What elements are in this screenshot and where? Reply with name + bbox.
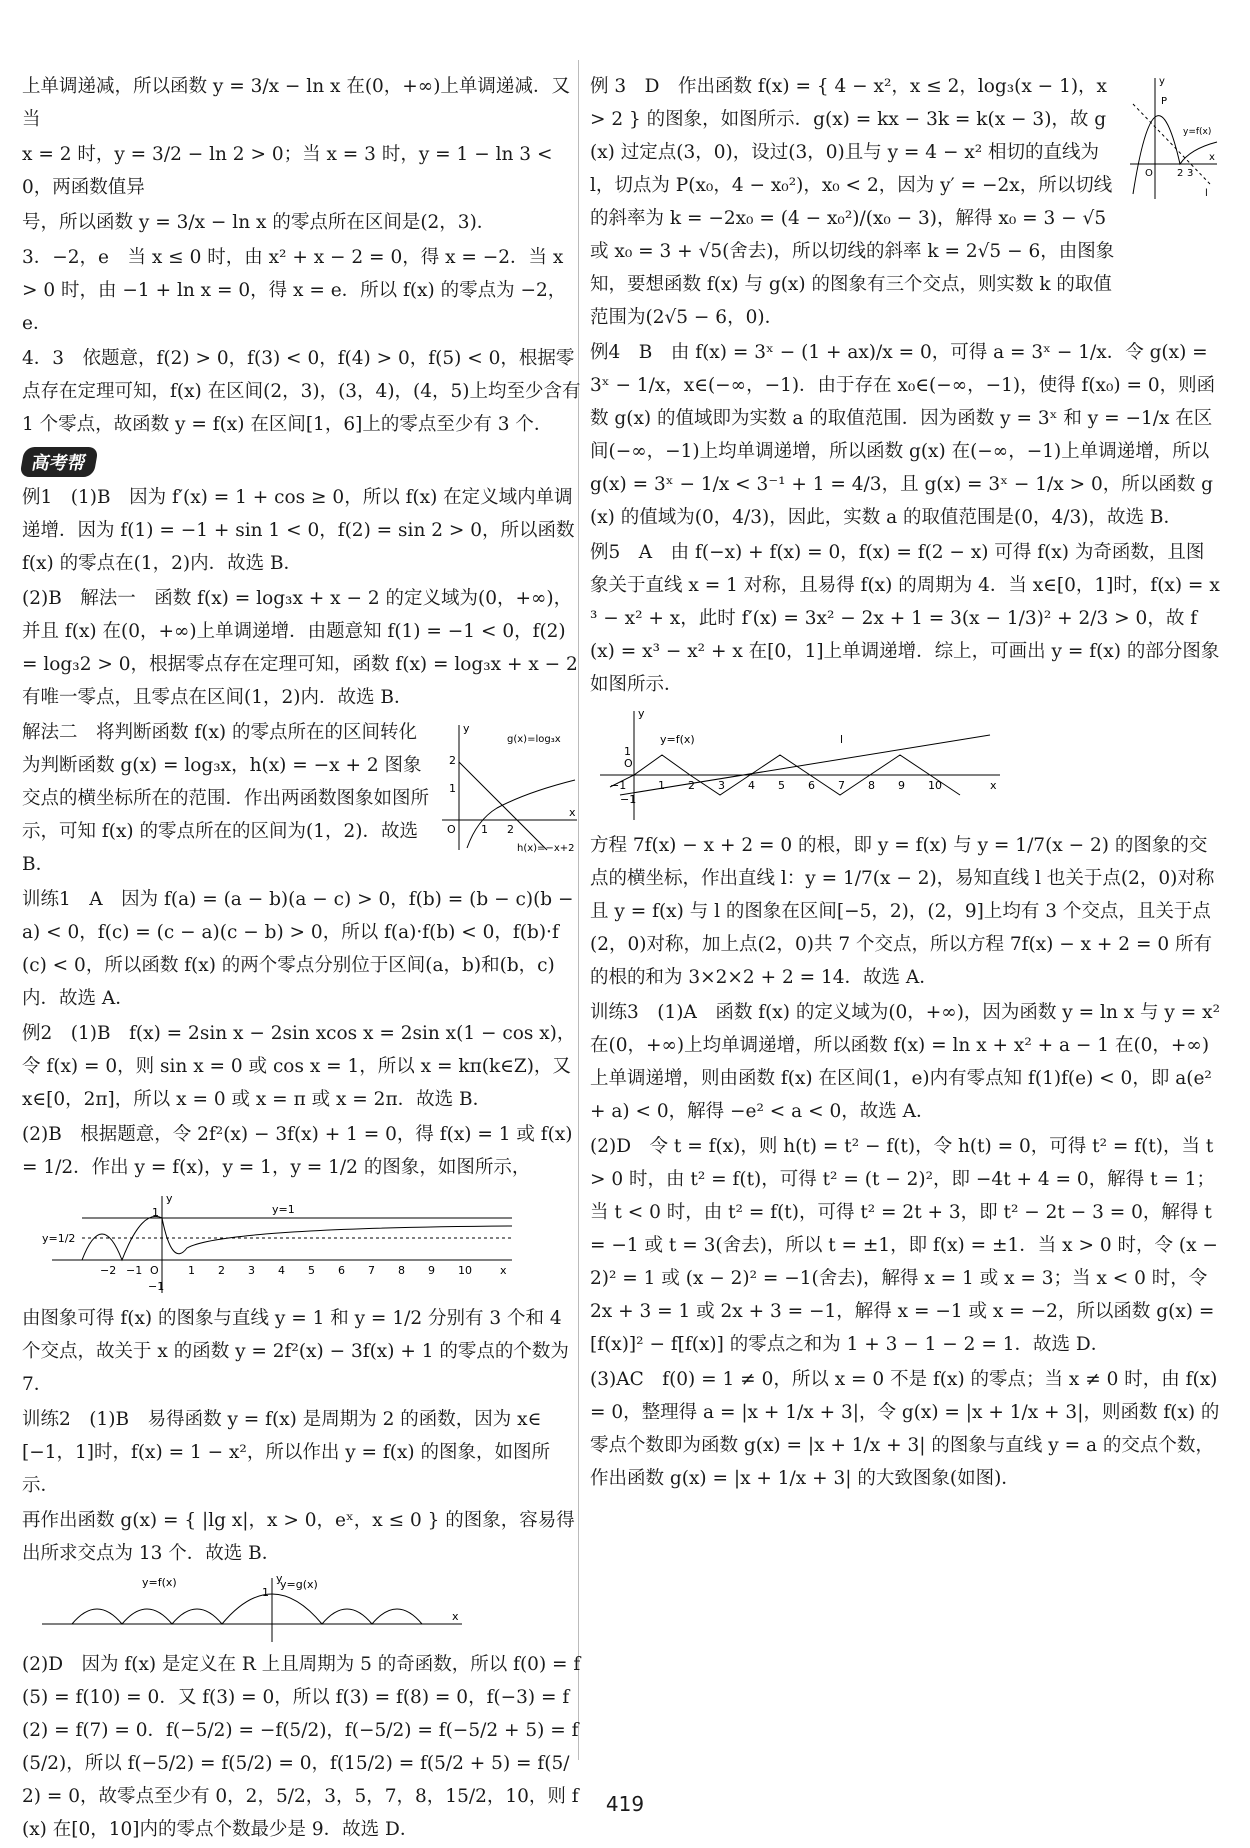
tick-label: −1: [610, 779, 627, 792]
tick-label: 1: [262, 1586, 269, 1599]
paragraph: x = 2 时，y = 3/2 − ln 2 > 0；当 x = 3 时，y = 1 − ln 3 < 0，两函数值异: [22, 144, 553, 198]
tick-label: −2: [100, 1264, 117, 1277]
training-2-part-2: 再作出函数 g(x) = { |lg x|，x > 0，eˣ，x ≤ 0 } 的图象，容易得出所求交点为 13 个．故选 B．: [22, 1510, 575, 1564]
tick-label: 8: [398, 1264, 405, 1277]
tick-label: 2: [449, 754, 456, 767]
l-label: l: [840, 733, 844, 746]
g-label: y=g(x): [280, 1578, 318, 1591]
h-label: h(x)=−x+2: [517, 843, 575, 854]
origin-label: O: [1145, 168, 1153, 179]
line-label: y=1: [272, 1203, 295, 1216]
tick-label: 1: [658, 779, 665, 792]
y-axis-label: y: [166, 1192, 173, 1205]
tick-label: 1: [188, 1264, 195, 1277]
tick-label: 4: [278, 1264, 285, 1277]
tick-label: 2: [1177, 168, 1184, 179]
y-axis-label: y: [276, 1574, 283, 1585]
x-axis-label: x: [452, 1610, 459, 1623]
answer-3: 3．−2，e 当 x ≤ 0 时，由 x² + x − 2 = 0，得 x = −2．当 x > 0 时，由 −1 + ln x = 0，得 x = e．所以 f(x) 的零点为 −2，e．: [22, 247, 567, 334]
example-1-part-2: (2)B 解法一 函数 f(x) = log₃x + x − 2 的定义域为(0，+∞)，并且 f(x) 在(0，+∞)上单调递增．由题意知 f(1) = −1 < 0，f(2) = log₃2 > 0，根据零点存在定理可知，函数 f(x) = log₃x + x − 2 有唯一零点，且零点在区间(1，2)内．故选 B．: [22, 588, 578, 708]
origin-label: O: [624, 757, 633, 770]
tick-label: 10: [458, 1264, 472, 1277]
tick-label: 5: [308, 1264, 315, 1277]
example-2-part-2: (2)B 根据题意，令 2f²(x) − 3f(x) + 1 = 0，得 f(x) = 1 或 f(x) = 1/2．作出 y = f(x)，y = 1，y = 1/2 的图象，如图所示，: [22, 1124, 573, 1178]
example-5-part-1: 例5 A 由 f(−x) + f(x) = 0，f(x) = f(2 − x) 可得 f(x) 为奇函数，且图象关于直线 x = 1 对称，且易得 f(x) 的周期为 4．当 x∈[0，1]时，f(x) = x³ − x² + x，此时 f′(x) = 3x² − 2x + 1 = 3(x − 1/3)² + 2/3 > 0，故 f(x) = x³ − x² + x 在[0，1]上单调递增．综上，可画出 y = f(x) 的部分图象如图所示．: [590, 542, 1220, 695]
tick-label: 3: [718, 779, 725, 792]
training-1: 训练1 A 因为 f(a) = (a − b)(a − c) > 0，f(b) = (b − c)(b − a) < 0，f(c) = (c − a)(c − b) > 0，所以 f(a)·f(b) < 0，f(b)·f(c) < 0，所以函数 f(x) 的两个零点分别位于区间(a，b)和(b，c)内．故选 A．: [22, 889, 574, 1009]
tick-label: 1: [152, 1206, 159, 1219]
example-1-method-2: 解法二 将判断函数 f(x) 的零点所在的区间转化为判断函数 g(x) = log₃x，h(x) = −x + 2 图象交点的横坐标所在的范围．作出两函数图象如图所示，可知 f(x) 的零点所在的区间为(1，2)．故选 B．: [22, 722, 430, 875]
tick-label: 10: [928, 779, 942, 792]
training-2-part-3: (2)D 因为 f(x) 是定义在 R 上且周期为 5 的奇函数，所以 f(0) = f(5) = f(10) = 0．又 f(3) = 0，所以 f(3) = f(8) = 0，f(−3) = f(2) = f(7) = 0．f(−5/2) = −f(5/2)，f(−5/2) = f(−5/2 + 5) = f(5/2)，所以 f(−5/2) = f(5/2) = 0，f(15/2) = f(5/2 + 5) = f(5/2) = 0，故零点至少有 0，2，5/2，3，5，7，8，15/2，10，则 f(x) 在[0，10]内的零点个数最少是 9．故选 D．: [22, 1654, 581, 1840]
x-axis-label: x: [990, 779, 997, 792]
tick-label: 7: [838, 779, 845, 792]
left-column: [22, 70, 582, 1848]
l-label: l: [1205, 188, 1208, 199]
tick-label: 2: [688, 779, 695, 792]
training-3-part-1: 训练3 (1)A 函数 f(x) 的定义域为(0，+∞)，因为函数 y = ln x 与 y = x² 在(0，+∞)上均单调递增，所以函数 f(x) = ln x + x² + a − 1 在(0，+∞)上单调递增，则由函数 f(x) 在区间(1，e)内有零点知 f(1)f(e) < 0，即 a(e² + a) < 0，解得 −e² < a < 0，故选 A．: [590, 1002, 1220, 1122]
tick-label: 1: [481, 823, 488, 836]
tick-label: 1: [624, 745, 631, 758]
tick-label: 7: [368, 1264, 375, 1277]
g-label: g(x)=log₃x: [507, 734, 561, 745]
tick-label: 4: [748, 779, 755, 792]
example-3: 例 3 D 作出函数 f(x) = { 4 − x²，x ≤ 2，log₃(x − 1)，x > 2 } 的图象，如图所示．g(x) = kx − 3k = k(x − 3)，故 g(x) 过定点(3，0)，设过(3，0)且与 y = 4 − x² 相切的直线为 l，切点为 P(x₀，4 − x₀²)，x₀ < 2，因为 y′ = −2x，所以切线的斜率为 k = −2x₀ = (4 − x₀²)/(x₀ − 3)，解得 x₀ = 3 − √5 或 x₀ = 3 + √5(舍去)，所以切线的斜率 k = 2√5 − 6，由图象知，要想函数 f(x) 与 g(x) 的图象有三个交点，则实数 k 的取值范围为(2√5 − 6，0)．: [590, 76, 1115, 328]
tick-label: 8: [868, 779, 875, 792]
f-label: y=f(x): [142, 1576, 177, 1589]
half-label: y=1/2: [42, 1232, 76, 1245]
tick-label: 6: [808, 779, 815, 792]
section-badge: 高考帮: [19, 447, 98, 477]
tick-label: −1: [126, 1264, 143, 1277]
origin-label: O: [447, 823, 456, 836]
page-number: 419: [605, 1792, 645, 1816]
example-2-part-3: 由图象可得 f(x) 的图象与直线 y = 1 和 y = 1/2 分别有 3 个和 4 个交点，故关于 x 的函数 y = 2f²(x) − 3f(x) + 1 的零点的个数为 7．: [22, 1308, 569, 1395]
f-label: y=f(x): [1183, 127, 1212, 137]
y-axis-label: y: [1159, 76, 1165, 87]
tick-label: 6: [338, 1264, 345, 1277]
answer-4: 4．3 依题意，f(2) > 0，f(3) < 0，f(4) > 0，f(5) < 0，根据零点存在定理可知，f(x) 在区间(2，3)，(3，4)，(4，5)上均至少含有 1 个零点，故函数 y = f(x) 在区间[1，6]上的零点至少有 3 个．: [22, 348, 581, 435]
f-label: y=f(x): [660, 733, 695, 746]
y-axis-label: y: [463, 722, 470, 735]
x-axis-label: x: [1209, 152, 1215, 163]
example-1-part-1: 例1 (1)B 因为 f′(x) = 1 + cos ≥ 0，所以 f(x) 在定义域内单调递增．因为 f(1) = −1 + sin 1 < 0，f(2) = sin 2 > 0，所以函数 f(x) 的零点在(1，2)内．故选 B．: [22, 487, 575, 574]
right-column: [590, 70, 1220, 1497]
example-3-graph: [1125, 74, 1220, 204]
origin-label: O: [150, 1264, 159, 1277]
training-2-graph: [22, 1574, 482, 1644]
tick-label: 3: [1187, 168, 1194, 179]
paragraph: 号，所以函数 y = 3/x − ln x 的零点所在区间是(2，3)．: [22, 212, 496, 233]
paragraph: 上单调递减，所以函数 y = 3/x − ln x 在(0，+∞)上单调递减．又当: [22, 76, 570, 130]
x-axis-label: x: [569, 806, 576, 819]
p-label: P: [1161, 96, 1168, 107]
example-2-graph: [22, 1188, 522, 1298]
tick-label: 9: [428, 1264, 435, 1277]
tick-label: 2: [507, 823, 514, 836]
tick-label: 3: [248, 1264, 255, 1277]
x-axis-label: x: [500, 1264, 507, 1277]
y-axis-label: y: [638, 707, 645, 720]
tick-label: −1: [148, 1280, 165, 1293]
tick-label: 9: [898, 779, 905, 792]
training-2-part-1: 训练2 (1)B 易得函数 y = f(x) 是周期为 2 的函数，因为 x∈[−1，1]时，f(x) = 1 − x²，所以作出 y = f(x) 的图象，如图所示．: [22, 1409, 551, 1496]
tick-label: −1: [620, 793, 637, 806]
tick-label: 2: [218, 1264, 225, 1277]
training-3-part-2: (2)D 令 t = f(x)，则 h(t) = t² − f(t)，令 h(t) = 0，可得 t² = f(t)，当 t > 0 时，由 t² = f(t)，可得 t² = (t − 2)²，即 −4t + 4 = 0，解得 t = 1；当 t < 0 时，由 t² = f(t)，可得 t² = 2t + 3，即 t² − 2t − 3 = 0，解得 t = −1 或 t = 3(舍去)，所以 t = ±1，即 f(x) = ±1．当 x > 0 时，令 (x − 2)² = 1 或 (x − 2)² = −1(舍去)，解得 x = 1 或 x = 3；当 x < 0 时，令 2x + 3 = 1 或 2x + 3 = −1，解得 x = −1 或 x = −2，所以函数 g(x) = [f(x)]² − f[f(x)] 的零点之和为 1 + 3 − 1 − 2 = 1．故选 D．: [590, 1136, 1218, 1355]
tick-label: 5: [778, 779, 785, 792]
example-4: 例4 B 由 f(x) = 3ˣ − (1 + ax)/x = 0，可得 a = 3ˣ − 1/x．令 g(x) = 3ˣ − 1/x，x∈(−∞，−1)．由于存在 x₀∈(−∞，−1)，使得 f(x₀) = 0，则函数 g(x) 的值域即为实数 a 的取值范围．因为函数 y = 3ˣ 和 y = −1/x 在区间(−∞，−1)上均单调递增，所以函数 g(x) 在(−∞，−1)上单调递增，所以 g(x) = 3ˣ − 1/x < 3⁻¹ + 1 = 4/3，且 g(x) = 3ˣ − 1/x > 0，所以函数 g(x) 的值域为(0，4/3)，因此，实数 a 的取值范围是(0，4/3)，故选 B．: [590, 342, 1216, 528]
example-2-part-1: 例2 (1)B f(x) = 2sin x − 2sin xcos x = 2sin x(1 − cos x)，令 f(x) = 0，则 sin x = 0 或 cos x = 1，所以 x = kπ(k∈Z)，又 x∈[0，2π]，所以 x = 0 或 x = π 或 x = 2π．故选 B．: [22, 1023, 576, 1110]
log-graph-figure: [437, 720, 582, 855]
example-5-graph: [590, 705, 1010, 825]
example-5-part-2: 方程 7f(x) − x + 2 = 0 的根，即 y = f(x) 与 y = 1/7(x − 2) 的图象的交点的横坐标，作出直线 l：y = 1/7(x − 2)，易知直线 l 也关于点(2，0)对称且 y = f(x) 与 l 的图象在区间[−5，2)，(2，9]上均有 3 个交点，且关于点(2，0)对称，加上点(2，0)共 7 个交点，所以方程 7f(x) − x + 2 = 0 所有的根的和为 3×2×2 + 2 = 14．故选 A．: [590, 835, 1215, 988]
tick-label: 1: [449, 782, 456, 795]
training-3-part-3: (3)AC f(0) = 1 ≠ 0，所以 x = 0 不是 f(x) 的零点；当 x ≠ 0 时，由 f(x) = 0，整理得 a = |x + 1/x + 3|，令 g(x) = |x + 1/x + 3|，则函数 f(x) 的零点个数即为函数 g(x) = |x + 1/x + 3| 的图象与直线 y = a 的交点个数，作出函数 g(x) = |x + 1/x + 3| 的大致图象(如图)．: [590, 1369, 1220, 1489]
